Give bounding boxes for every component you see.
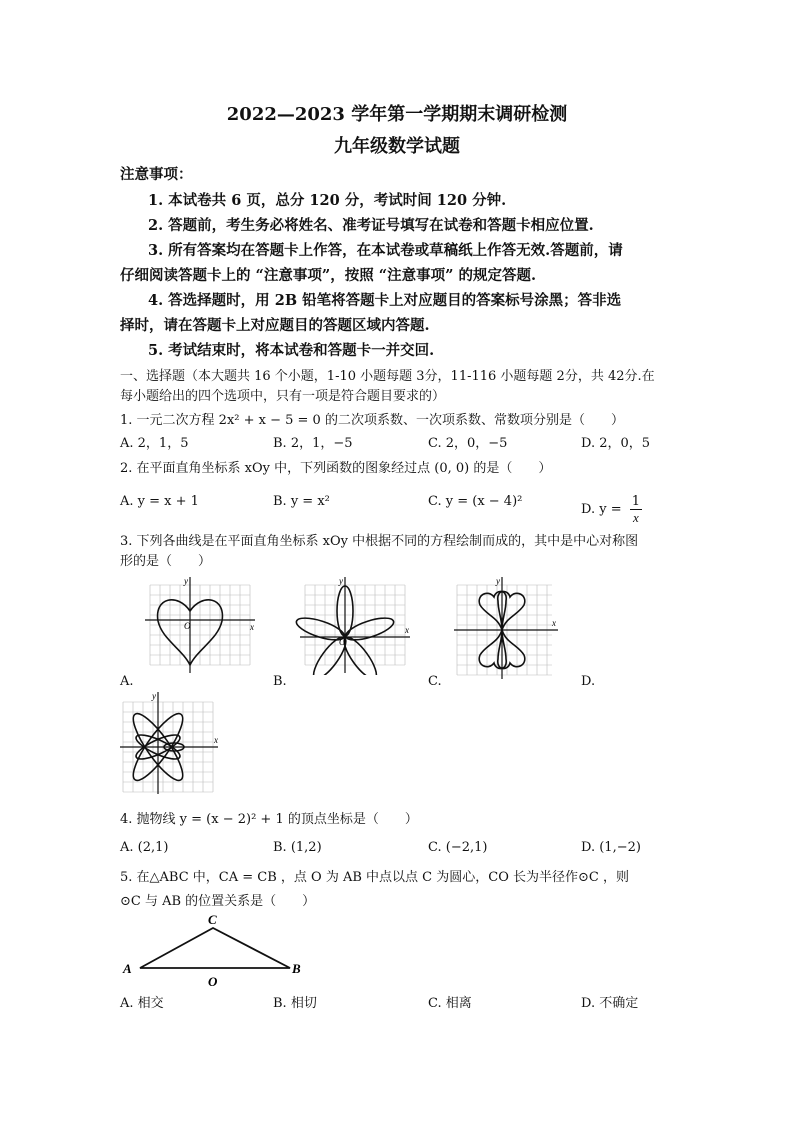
axis-x-label: x — [214, 735, 218, 745]
figure-heart-curve — [140, 575, 260, 675]
question-5-option-b: B. 相切 — [273, 996, 317, 1011]
point-a-label: A — [123, 961, 132, 976]
question-5-line1: 5. 在△ABC 中，CA = CB ，点 O 为 AB 中点以点 C 为圆心，CO 长为半径作⊙C ，则 — [120, 870, 629, 885]
question-1-option-d: D. 2，0，5 — [581, 436, 651, 451]
question-2-option-b: B. y = x² — [273, 494, 330, 509]
axis-y-label: y — [496, 576, 500, 586]
notice-item-4-line2: 择时，请在答题卡上对应题目的答题区域内答题. — [120, 317, 430, 334]
page-title: 2022—2023 学年第一学期期末调研检测 — [226, 104, 568, 125]
question-1-option-c: C. 2，0，−5 — [428, 436, 508, 451]
fraction-numerator: 1 — [631, 494, 641, 509]
question-3-option-b: B. — [273, 674, 287, 689]
point-b-label: B — [292, 961, 301, 976]
question-2-option-c: C. y = (x − 4)² — [428, 494, 523, 509]
point-c-label: C — [208, 912, 217, 927]
fraction — [630, 494, 642, 525]
question-4-option-b: B. (1,2) — [273, 840, 322, 855]
axis-x-label: x — [405, 625, 409, 635]
axis-y-label: y — [339, 576, 343, 586]
question-2-option-a: A. y = x + 1 — [120, 494, 199, 509]
notice-item-4-line1: 4. 答选择题时，用 2B 铅笔将答题卡上对应题目的答案标号涂黑；答非选 — [148, 292, 622, 309]
question-3-option-d: D. — [581, 674, 596, 689]
question-4-option-a: A. (2,1) — [120, 840, 169, 855]
notice-item-3-line1: 3. 所有答案均在答题卡上作答，在本试卷或草稿纸上作答无效.答题前，请 — [148, 242, 623, 259]
section-heading-line2: 每小题给出的四个选项中，只有一项是符合题目要求的） — [120, 389, 446, 404]
question-3-option-c: C. — [428, 674, 442, 689]
question-1-stem: 1. 一元二次方程 2x² + x − 5 = 0 的二次项系数、一次项系数、常数项分别是（ ） — [120, 413, 624, 428]
axis-y-label: y — [152, 691, 156, 701]
notice-item-1: 1. 本试卷共 6 页，总分 120 分，考试时间 120 分钟. — [148, 192, 507, 209]
question-2-stem: 2. 在平面直角坐标系 xOy 中，下列函数的图象经过点 (0, 0) 的是（ ） — [120, 461, 552, 476]
origin-label: O — [184, 621, 191, 631]
page-subtitle: 九年级数学试题 — [334, 136, 460, 157]
figure-four-hearts-curve — [452, 575, 562, 680]
question-5-option-d: D. 不确定 — [581, 996, 639, 1011]
notice-item-5: 5. 考试结束时，将本试卷和答题卡一并交回. — [148, 342, 435, 359]
question-1-option-b: B. 2，1，−5 — [273, 436, 353, 451]
axis-y-label: y — [184, 576, 188, 586]
point-o-label: O — [208, 974, 218, 989]
question-3-option-a: A. — [120, 674, 134, 689]
question-3-line2: 形的是（ ） — [120, 554, 212, 569]
section-heading-line1: 一、选择题（本大题共 16 个小题，1-10 小题每题 3分，11-116 小题每题 2分，共 42分.在 — [120, 369, 655, 384]
question-4-option-c: C. (−2,1) — [428, 840, 488, 855]
figure-triangle-abc — [120, 910, 310, 990]
axis-x-label: x — [250, 622, 254, 632]
fraction-denominator: x — [632, 510, 639, 525]
question-2-option-d-prefix: D. y = — [581, 502, 622, 517]
question-5-option-c: C. 相离 — [428, 996, 472, 1011]
question-1-option-a: A. 2，1，5 — [120, 436, 189, 451]
question-3-line1: 3. 下列各曲线是在平面直角坐标系 xOy 中根据不同的方程绘制而成的，其中是中心对称图 — [120, 534, 639, 549]
figure-flower-curve — [295, 575, 415, 675]
question-2-option-d — [581, 494, 642, 525]
question-4-option-d: D. (1,−2) — [581, 840, 641, 855]
question-5-option-a: A. 相交 — [120, 996, 164, 1011]
origin-label: O — [339, 637, 346, 647]
notice-heading: 注意事项： — [120, 166, 193, 183]
figure-butterfly-curve — [118, 690, 223, 795]
notice-item-2: 2. 答题前，考生务必将姓名、准考证号填写在试卷和答题卡相应位置. — [148, 217, 594, 234]
question-4-stem: 4. 抛物线 y = (x − 2)² + 1 的顶点坐标是（ ） — [120, 812, 418, 827]
question-5-line2: ⊙C 与 AB 的位置关系是（ ） — [120, 894, 316, 909]
notice-item-3-line2: 仔细阅读答题卡上的 “注意事项”，按照 “注意事项” 的规定答题. — [120, 267, 537, 284]
axis-x-label: x — [552, 618, 556, 628]
